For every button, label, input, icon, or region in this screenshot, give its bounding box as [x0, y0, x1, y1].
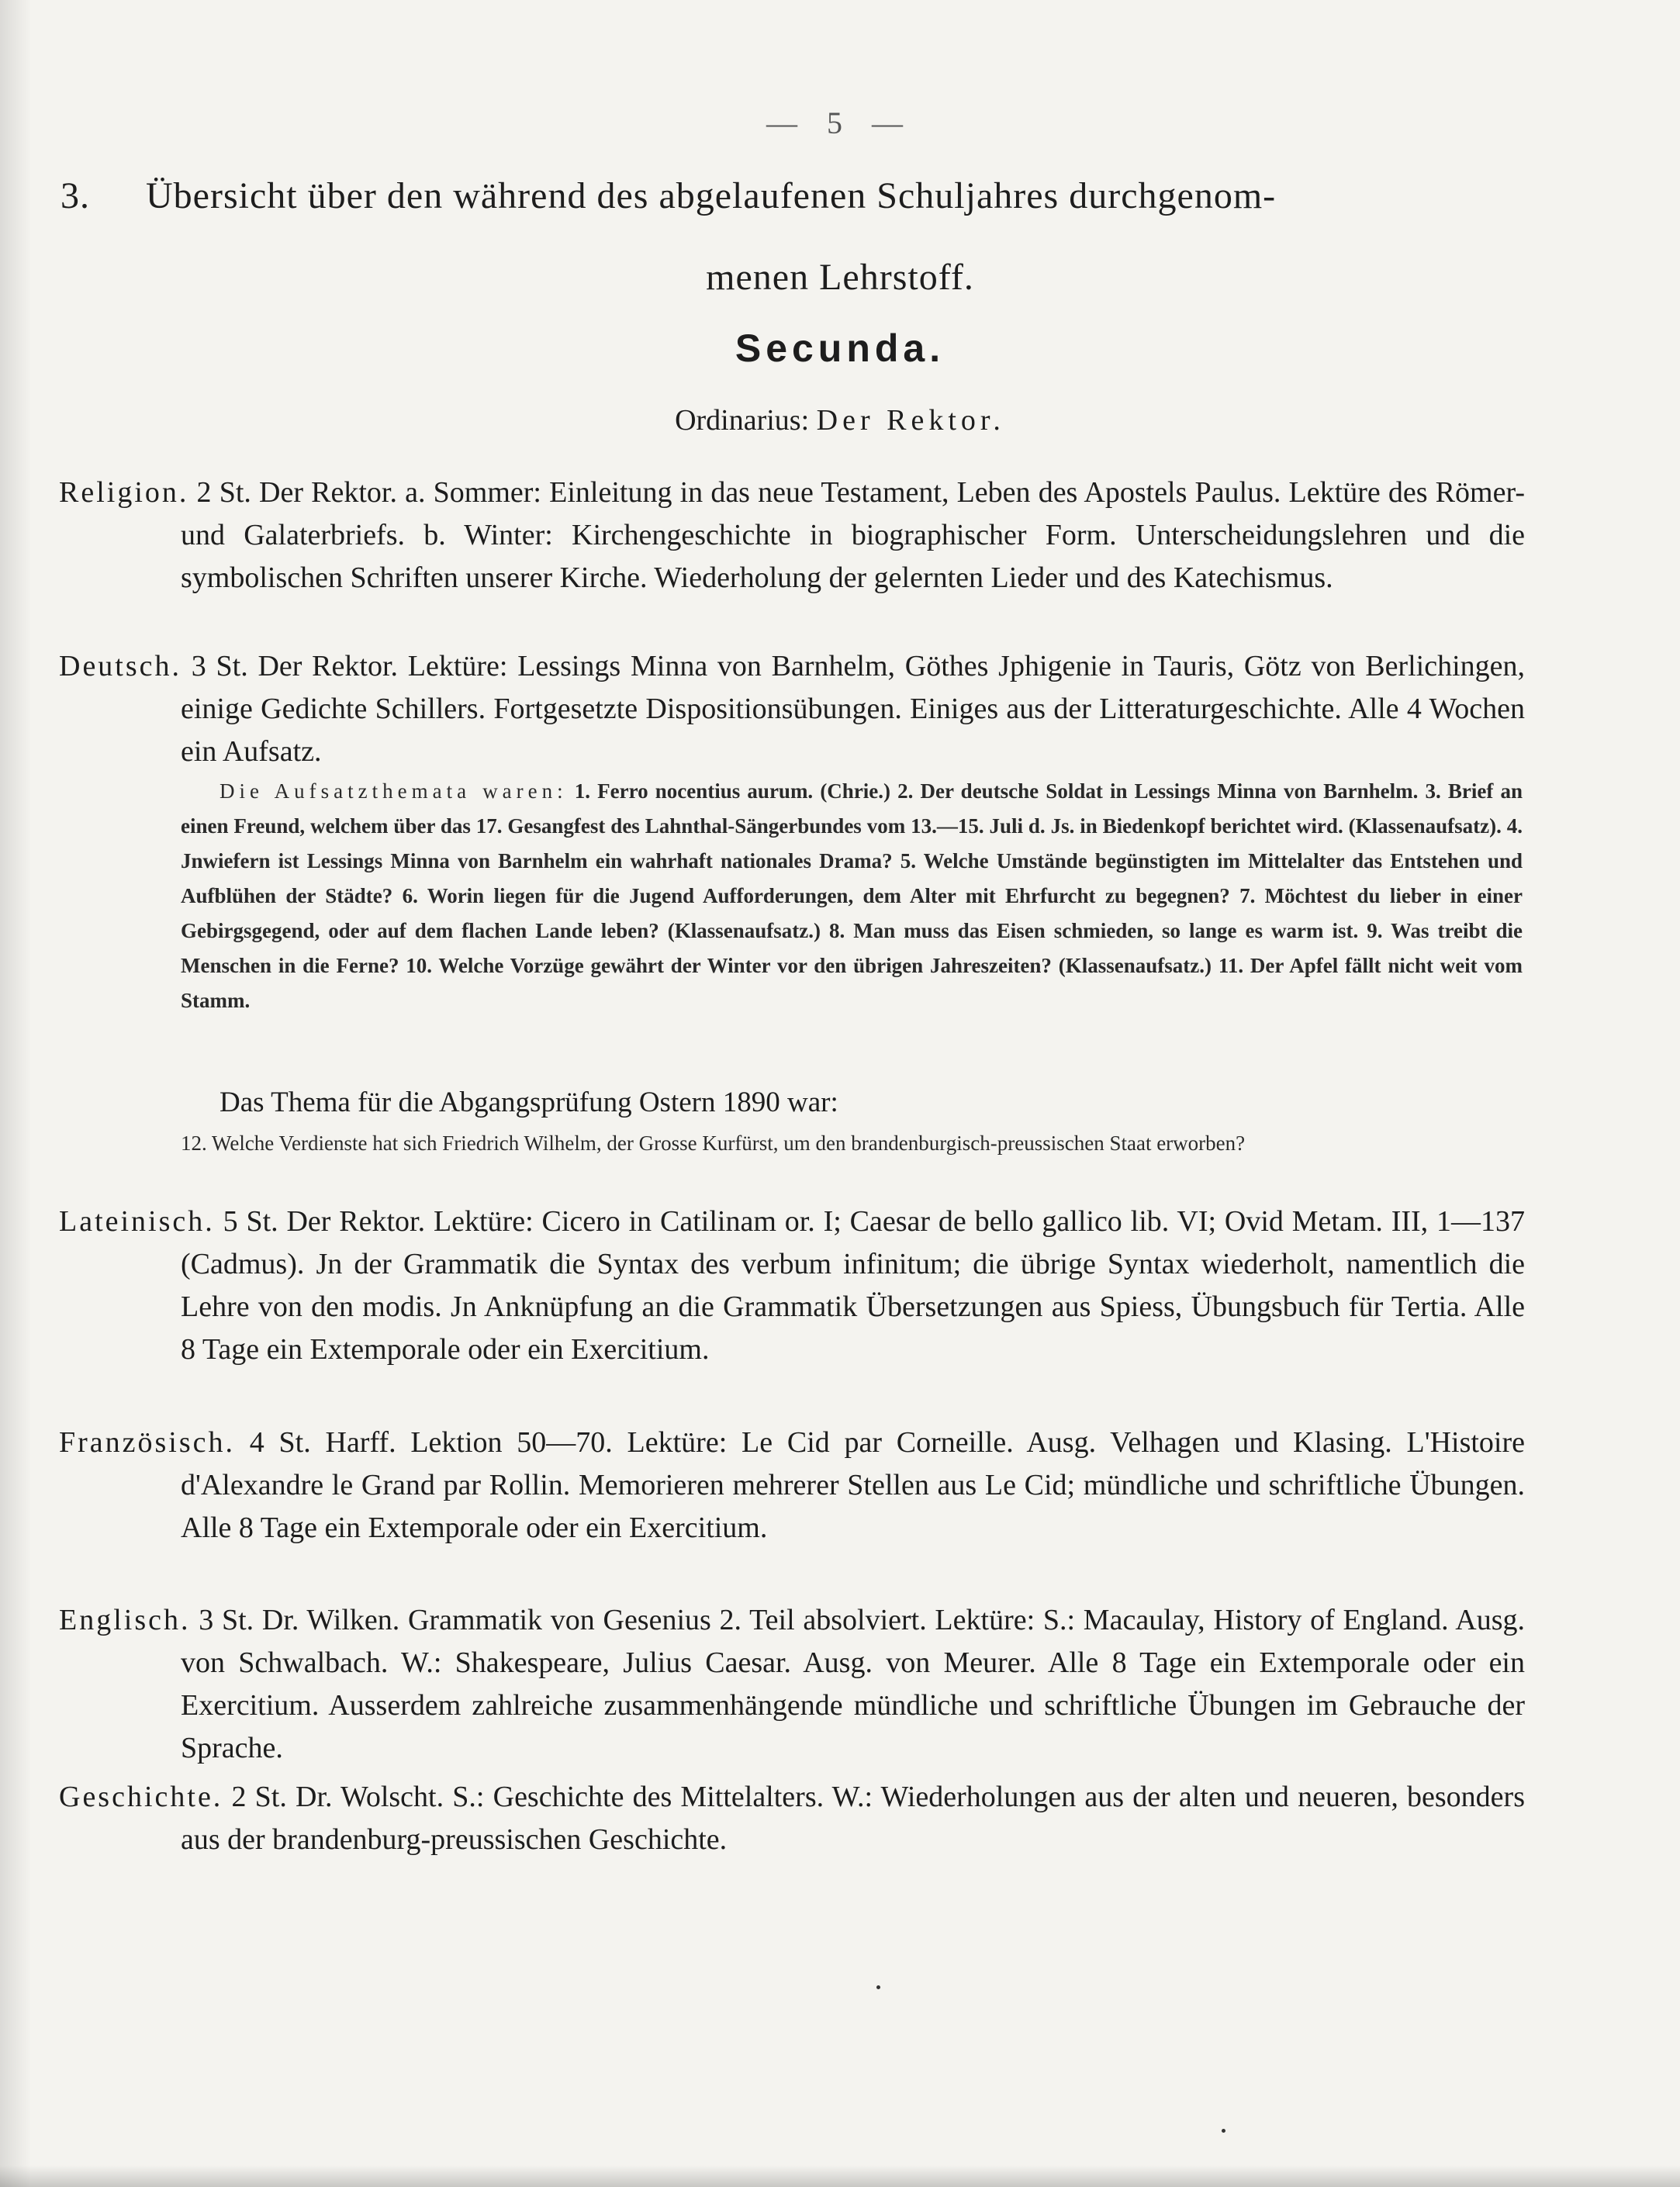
ordinarius-name: Der Rektor. [816, 404, 1005, 437]
subject-deutsch: Deutsch. [59, 650, 182, 682]
text-englisch: 3 St. Dr. Wilken. Grammatik von Gesenius 2. Teil absolviert. Lektüre: S.: Macaulay, History of England. Ausg. von Schwalbach. W.: Shakespeare, Julius Caesar. Ausg. von Meurer. Alle 8 Tage ein Extemporale oder ein Exercitium. Ausserdem zahlreiche zusammenhängende mündliche und schriftliche Übungen im Gebrauche der Sprache. [181, 1604, 1525, 1764]
ordinarius-label: Ordinarius: [675, 404, 810, 437]
subject-religion: Religion. [59, 476, 189, 509]
subject-lateinisch: Lateinisch. [59, 1205, 215, 1238]
ink-speck [876, 1985, 880, 1989]
entry-franzoesisch [59, 1422, 1525, 1550]
text-franzoesisch: 4 St. Harff. Lektion 50—70. Lektüre: Le Cid par Corneille. Ausg. Velhagen und Klasing. L'Histoire d'Alexandre le Grand par Rollin. Memorieren mehrerer Stellen aus Le Cid; mündliche und schriftliche Übungen. Alle 8 Tage ein Extemporale oder ein Exercitium. [181, 1426, 1526, 1544]
text-lateinisch: 5 St. Der Rektor. Lektüre: Cicero in Catilinam or. I; Caesar de bello gallico lib. VI; Ovid Metam. III, 1—137 (Cadmus). Jn der Grammatik die Syntax des verbum infinitum; die übrige Syntax wiederholt, namentlich die Lehre von den modis. Jn Anknüpfung an die Grammatik Übersetzungen aus Spiess, Übungsbuch für Tertia. Alle 8 Tage ein Extemporale oder ein Exercitium. [181, 1205, 1526, 1366]
aufsatz-label: Die Aufsatzthemata waren: [220, 779, 568, 803]
entry-deutsch [59, 645, 1525, 773]
page-number: — 5 — [766, 105, 914, 140]
scan-bottom-edge [0, 2165, 1680, 2187]
aufsatz-list: 1. Ferro nocentius aurum. (Chrie.) 2. Der deutsche Soldat in Lessings Minna von Barnhelm. 3. Brief an einen Freund, welchem über das 17. Gesangfest des Lahnthal-Sängerbundes vom 13.—15. Juli d. Js. in Biedenkopf berichtet wird. (Klassenaufsatz). 4. Jnwiefern ist Lessings Minna von Barnhelm ein wahrhaft nationales Drama? 5. Welche Umstände begünstigten im Mittelalter das Entstehen und Aufblühen der Städte? 6. Worin liegen für die Jugend Aufforderungen, dem Alter mit Ehrfurcht zu begegnen? 7. Möchtest du lieber in einer Gebirgsgegend, oder auf dem flachen Lande leben? (Klassenaufsatz.) 8. Man muss das Eisen schmieden, so lange es warm ist. 9. Was treibt die Menschen in die Ferne? 10. Welche Vorzüge gewährt der Winter vor den übrigen Jahreszeiten? (Klassenaufsatz.) 11. Der Apfel fällt nicht weit vom Stamm. [181, 779, 1523, 1012]
abgang-theme: 12. Welche Verdienste hat sich Friedrich Wilhelm, der Grosse Kurfürst, um den brandenburgisch-preussischen Staat erworben? [181, 1132, 1246, 1155]
text-religion: 2 St. Der Rektor. a. Sommer: Einleitung in das neue Testament, Leben des Apostels Paulus. Lektüre des Römer- und Galaterbriefs. b. Winter: Kirchengeschichte in biographischer Form. Unterscheidungslehren und die symbolischen Schriften unserer Kirche. Wiederholung der gelernten Lieder und des Katechismus. [181, 476, 1525, 594]
entry-lateinisch [59, 1201, 1525, 1371]
ink-speck [1222, 2129, 1225, 2133]
subject-franzoesisch: Französisch. [59, 1426, 236, 1459]
heading-text-1: Übersicht über den während des abgelaufenen Schuljahres durchgenom- [146, 175, 1277, 216]
heading-number: 3. [60, 175, 90, 216]
text-deutsch: 3 St. Der Rektor. Lektüre: Lessings Minna von Barnhelm, Göthes Jphigenie in Tauris, Götz von Berlichingen, einige Gedichte Schillers. Fortgesetzte Dispositionsübungen. Einiges aus der Litteraturgeschichte. Alle 4 Wochen ein Aufsatz. [181, 650, 1525, 768]
subject-englisch: Englisch. [59, 1604, 191, 1636]
aufsatz-themes [181, 774, 1523, 1018]
heading-line-2: menen Lehrstoff. [706, 257, 974, 298]
subject-geschichte: Geschichte. [59, 1781, 223, 1813]
entry-englisch [59, 1599, 1525, 1770]
heading-line-1 [60, 174, 1534, 217]
text-geschichte: 2 St. Dr. Wolscht. S.: Geschichte des Mittelalters. W.: Wiederholungen aus der alten und neueren, besonders aus der brandenburg-preussischen Geschichte. [181, 1781, 1525, 1856]
entry-religion [59, 472, 1525, 599]
section-title: Secunda. [735, 326, 945, 370]
entry-geschichte [59, 1776, 1525, 1861]
abgang-heading: Das Thema für die Abgangsprüfung Ostern 1890 war: [220, 1087, 838, 1118]
ordinarius-line [0, 403, 1680, 437]
